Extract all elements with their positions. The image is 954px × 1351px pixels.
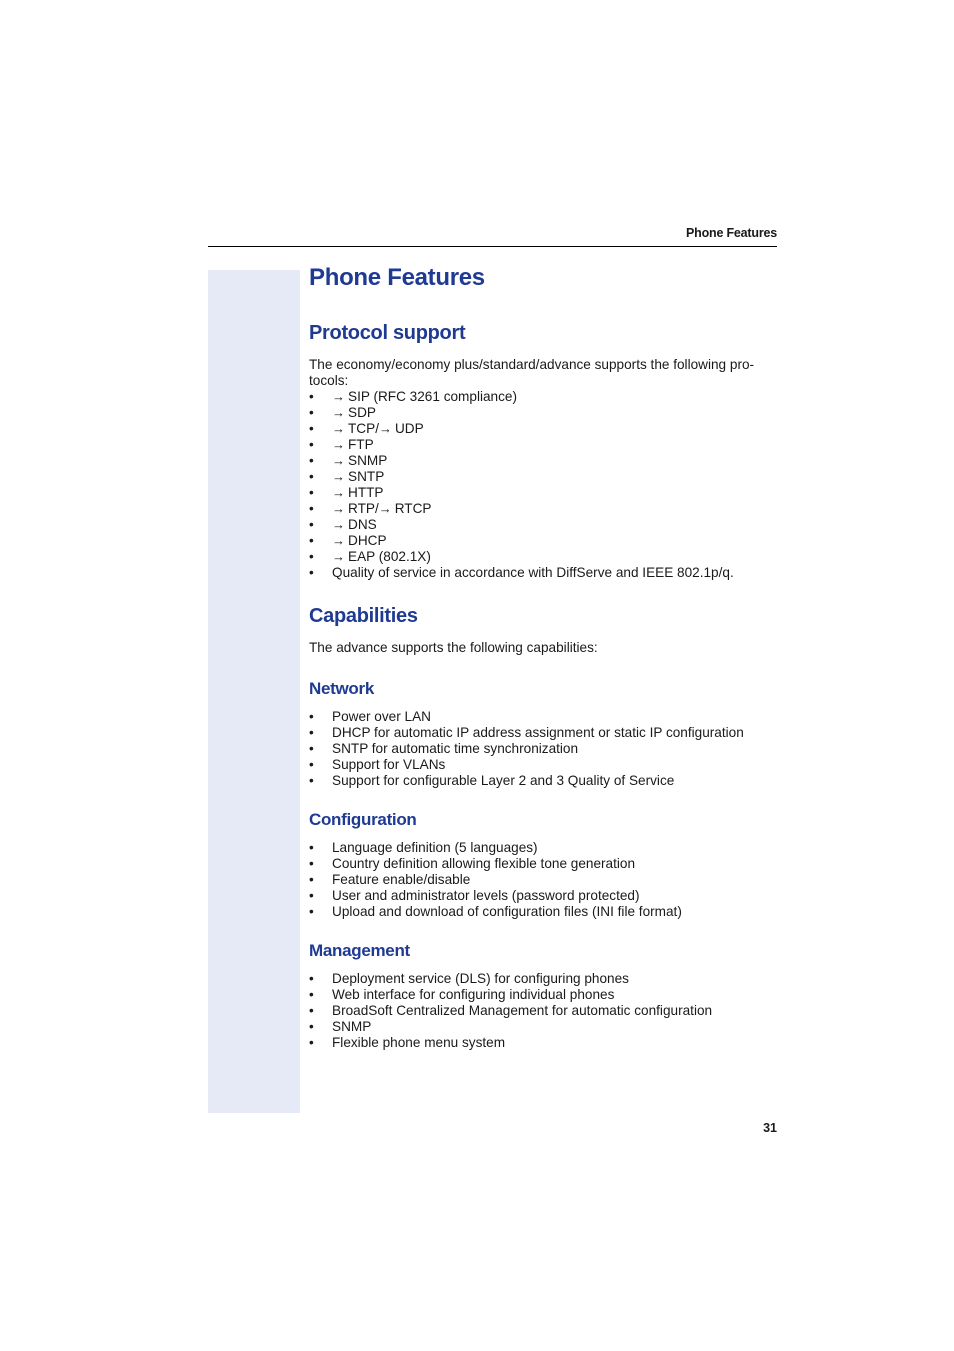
bullet-icon: • xyxy=(309,757,314,772)
protocol-name: RTP/ xyxy=(348,501,379,516)
arrow-right-icon: → xyxy=(332,517,345,532)
protocol-name: HTTP xyxy=(348,485,384,500)
protocol-intro xyxy=(309,357,779,389)
list-item-text: Country definition allowing flexible tone generation xyxy=(332,856,636,871)
network-list xyxy=(309,709,779,789)
list-item xyxy=(309,971,779,987)
arrow-right-icon: → xyxy=(332,485,345,500)
bullet-icon: • xyxy=(309,840,314,855)
list-item xyxy=(309,421,779,437)
list-item xyxy=(309,549,779,565)
arrow-right-icon: → xyxy=(332,533,345,548)
bullet-icon: • xyxy=(309,1035,314,1050)
bullet-icon: • xyxy=(309,725,314,740)
protocol-list xyxy=(309,389,779,581)
protocol-name: RTCP xyxy=(394,501,432,516)
header-rule xyxy=(208,246,777,247)
list-item-text: SNMP xyxy=(332,1019,372,1034)
list-item xyxy=(309,709,779,725)
bullet-icon: • xyxy=(309,904,314,919)
bullet-icon: • xyxy=(309,888,314,903)
page-content xyxy=(309,262,779,1051)
arrow-right-icon: → xyxy=(332,469,345,484)
list-item xyxy=(309,773,779,789)
arrow-right-icon: → xyxy=(332,389,345,404)
management-heading: Management xyxy=(309,941,410,960)
list-item-text: Feature enable/disable xyxy=(332,872,471,887)
list-item xyxy=(309,485,779,501)
capabilities-intro: The advance supports the following capabilities: xyxy=(309,640,598,655)
bullet-icon: • xyxy=(309,741,314,756)
bullet-icon: • xyxy=(309,987,314,1002)
margin-sidebar xyxy=(208,270,300,1113)
list-item-text: Language definition (5 languages) xyxy=(332,840,538,855)
list-item xyxy=(309,389,779,405)
bullet-icon: • xyxy=(309,421,314,436)
management-list xyxy=(309,971,779,1051)
list-item xyxy=(309,453,779,469)
bullet-icon: • xyxy=(309,469,314,484)
bullet-icon: • xyxy=(309,405,314,420)
arrow-right-icon: → xyxy=(378,501,392,516)
list-item-text: Power over LAN xyxy=(332,709,431,724)
protocol-name: SIP (RFC 3261 compliance) xyxy=(348,389,517,404)
bullet-icon: • xyxy=(309,872,314,887)
list-item xyxy=(309,856,779,872)
list-item-text: DHCP for automatic IP address assignment or static IP configuration xyxy=(332,725,744,740)
arrow-right-icon: → xyxy=(332,437,345,452)
bullet-icon: • xyxy=(309,501,314,516)
protocol-name: SNMP xyxy=(348,453,388,468)
list-item-text: BroadSoft Centralized Management for automatic configuration xyxy=(332,1003,713,1018)
list-item xyxy=(309,741,779,757)
bullet-icon: • xyxy=(309,1003,314,1018)
page-number: 31 xyxy=(763,1121,777,1135)
bullet-icon: • xyxy=(309,856,314,871)
list-item-text: Flexible phone menu system xyxy=(332,1035,506,1050)
list-item xyxy=(309,1003,779,1019)
arrow-right-icon: → xyxy=(332,405,345,420)
list-item xyxy=(309,533,779,549)
list-item-text: Quality of service in accordance with DiffServe and IEEE 802.1p/q. xyxy=(332,565,734,580)
protocol-intro-line-2: tocols: xyxy=(309,373,349,388)
protocol-intro-line-1: The economy/economy plus/standard/advance supports the following pro- xyxy=(309,357,755,372)
protocol-name: SNTP xyxy=(348,469,385,484)
configuration-list xyxy=(309,840,779,920)
arrow-right-icon: → xyxy=(378,421,392,436)
bullet-icon: • xyxy=(309,517,314,532)
protocol-name: DNS xyxy=(348,517,377,532)
list-item-text: Support for VLANs xyxy=(332,757,446,772)
capabilities-heading: Capabilities xyxy=(309,605,418,627)
list-item-text: Deployment service (DLS) for configuring phones xyxy=(332,971,629,986)
bullet-icon: • xyxy=(309,437,314,452)
arrow-right-icon: → xyxy=(332,549,345,564)
list-item xyxy=(309,888,779,904)
list-item xyxy=(309,469,779,485)
configuration-heading: Configuration xyxy=(309,810,417,829)
bullet-icon: • xyxy=(309,971,314,986)
bullet-icon: • xyxy=(309,453,314,468)
page-title: Phone Features xyxy=(309,264,485,291)
bullet-icon: • xyxy=(309,485,314,500)
protocol-name: EAP (802.1X) xyxy=(348,549,431,564)
list-item-text: Web interface for configuring individual phones xyxy=(332,987,615,1002)
bullet-icon: • xyxy=(309,773,314,788)
list-item-text: SNTP for automatic time synchronization xyxy=(332,741,579,756)
arrow-right-icon: → xyxy=(332,453,345,468)
list-item xyxy=(309,987,779,1003)
protocol-name: DHCP xyxy=(348,533,387,548)
list-item xyxy=(309,565,779,581)
bullet-icon: • xyxy=(309,1019,314,1034)
protocol-name: TCP/ xyxy=(348,421,379,436)
list-item xyxy=(309,437,779,453)
bullet-icon: • xyxy=(309,549,314,564)
list-item xyxy=(309,517,779,533)
bullet-icon: • xyxy=(309,565,314,580)
list-item xyxy=(309,405,779,421)
protocol-support-heading: Protocol support xyxy=(309,322,466,344)
list-item xyxy=(309,840,779,856)
list-item xyxy=(309,725,779,741)
arrow-right-icon: → xyxy=(332,501,345,516)
list-item xyxy=(309,904,779,920)
list-item xyxy=(309,872,779,888)
list-item xyxy=(309,501,779,517)
arrow-right-icon: → xyxy=(332,421,345,436)
list-item-text: Upload and download of configuration files (INI file format) xyxy=(332,904,682,919)
list-item xyxy=(309,757,779,773)
list-item xyxy=(309,1035,779,1051)
running-header: Phone Features xyxy=(686,226,777,240)
list-item xyxy=(309,1019,779,1035)
list-item-text: Support for configurable Layer 2 and 3 Quality of Service xyxy=(332,773,675,788)
bullet-icon: • xyxy=(309,389,314,404)
list-item-text: User and administrator levels (password protected) xyxy=(332,888,640,903)
protocol-name: FTP xyxy=(348,437,374,452)
protocol-name: UDP xyxy=(394,421,424,436)
network-heading: Network xyxy=(309,679,374,698)
bullet-icon: • xyxy=(309,709,314,724)
bullet-icon: • xyxy=(309,533,314,548)
protocol-name: SDP xyxy=(348,405,376,420)
